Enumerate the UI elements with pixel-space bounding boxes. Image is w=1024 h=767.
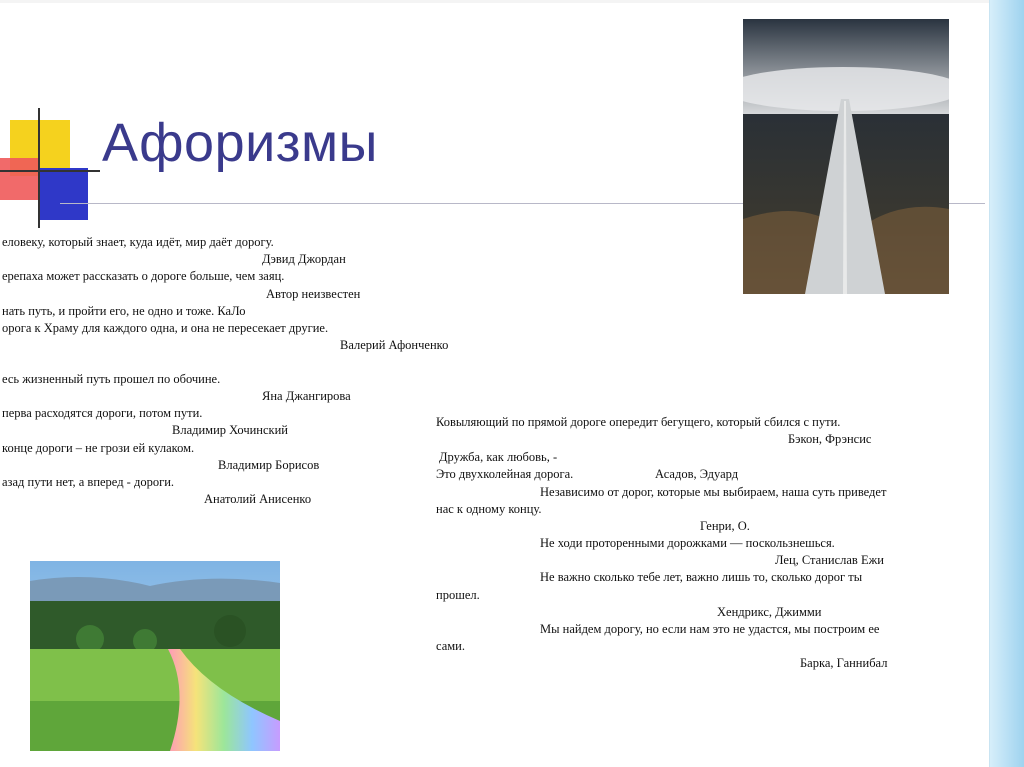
quote-text: есь жизненный путь прошел по обочине.: [2, 372, 221, 386]
quote-text: нать путь, и пройти его, не одно и тоже. КаЛо: [2, 304, 246, 318]
quote-text: Не важно сколько тебе лет, важно лишь то, сколько дорог ты: [540, 570, 863, 584]
top-border: [0, 0, 990, 3]
quote-text: конце дороги – не грози ей кулаком.: [2, 441, 195, 455]
quote-text: Мы найдем дорогу, но если нам это не удастся, мы построим ее: [540, 622, 880, 636]
quote-text: орога к Храму для каждого одна, и она не пересекает другие.: [2, 321, 329, 335]
quote-author: Хендрикс, Джимми: [717, 605, 822, 619]
quote-text: Независимо от дорог, которые мы выбираем, наша суть приведет: [540, 485, 887, 499]
quote-author: Лец, Станислав Ежи: [775, 553, 884, 567]
quote-author: Асадов, Эдуард: [655, 467, 739, 481]
slide-side-bar: [989, 0, 1024, 767]
quote-author: Дэвид Джордан: [262, 252, 346, 266]
quote-text: Дружба, как любовь, -: [439, 450, 558, 464]
quote-author: Валерий Афонченко: [340, 338, 449, 352]
quote-text: Это двухколейная дорога.: [436, 467, 574, 481]
quote-author: Владимир Борисов: [218, 458, 320, 472]
quote-author: Генри, О.: [700, 519, 750, 533]
quote-text: сами.: [436, 639, 465, 653]
quote-text: прошел.: [436, 588, 480, 602]
decorative-squares-logo: [0, 108, 110, 228]
quote-author: Анатолий Анисенко: [204, 492, 312, 506]
quote-author: Яна Джангирова: [262, 389, 351, 403]
slide-title: Афоризмы: [102, 113, 378, 173]
quote-author: Барка, Ганнибал: [800, 656, 888, 670]
quote-author: Автор неизвестен: [266, 287, 361, 301]
rainbow-road-photo: [30, 561, 280, 751]
quote-text: еловеку, который знает, куда идёт, мир даёт дорогу.: [2, 235, 274, 249]
quote-text: Не ходи проторенными дорожками — поскользнешься.: [540, 536, 835, 550]
quote-author: Бэкон, Фрэнсис: [788, 432, 872, 446]
quote-text: Ковыляющий по прямой дороге опередит бегущего, который сбился с пути.: [436, 415, 841, 429]
quote-text: азад пути нет, а вперед - дороги.: [2, 475, 175, 489]
quote-text: нас к одному концу.: [436, 502, 542, 516]
road-photo: [743, 19, 949, 294]
quote-text: перва расходятся дороги, потом пути.: [2, 406, 203, 420]
quote-author: Владимир Хочинский: [172, 423, 288, 437]
quote-text: ерепаха может рассказать о дороге больше, чем заяц.: [2, 269, 285, 283]
